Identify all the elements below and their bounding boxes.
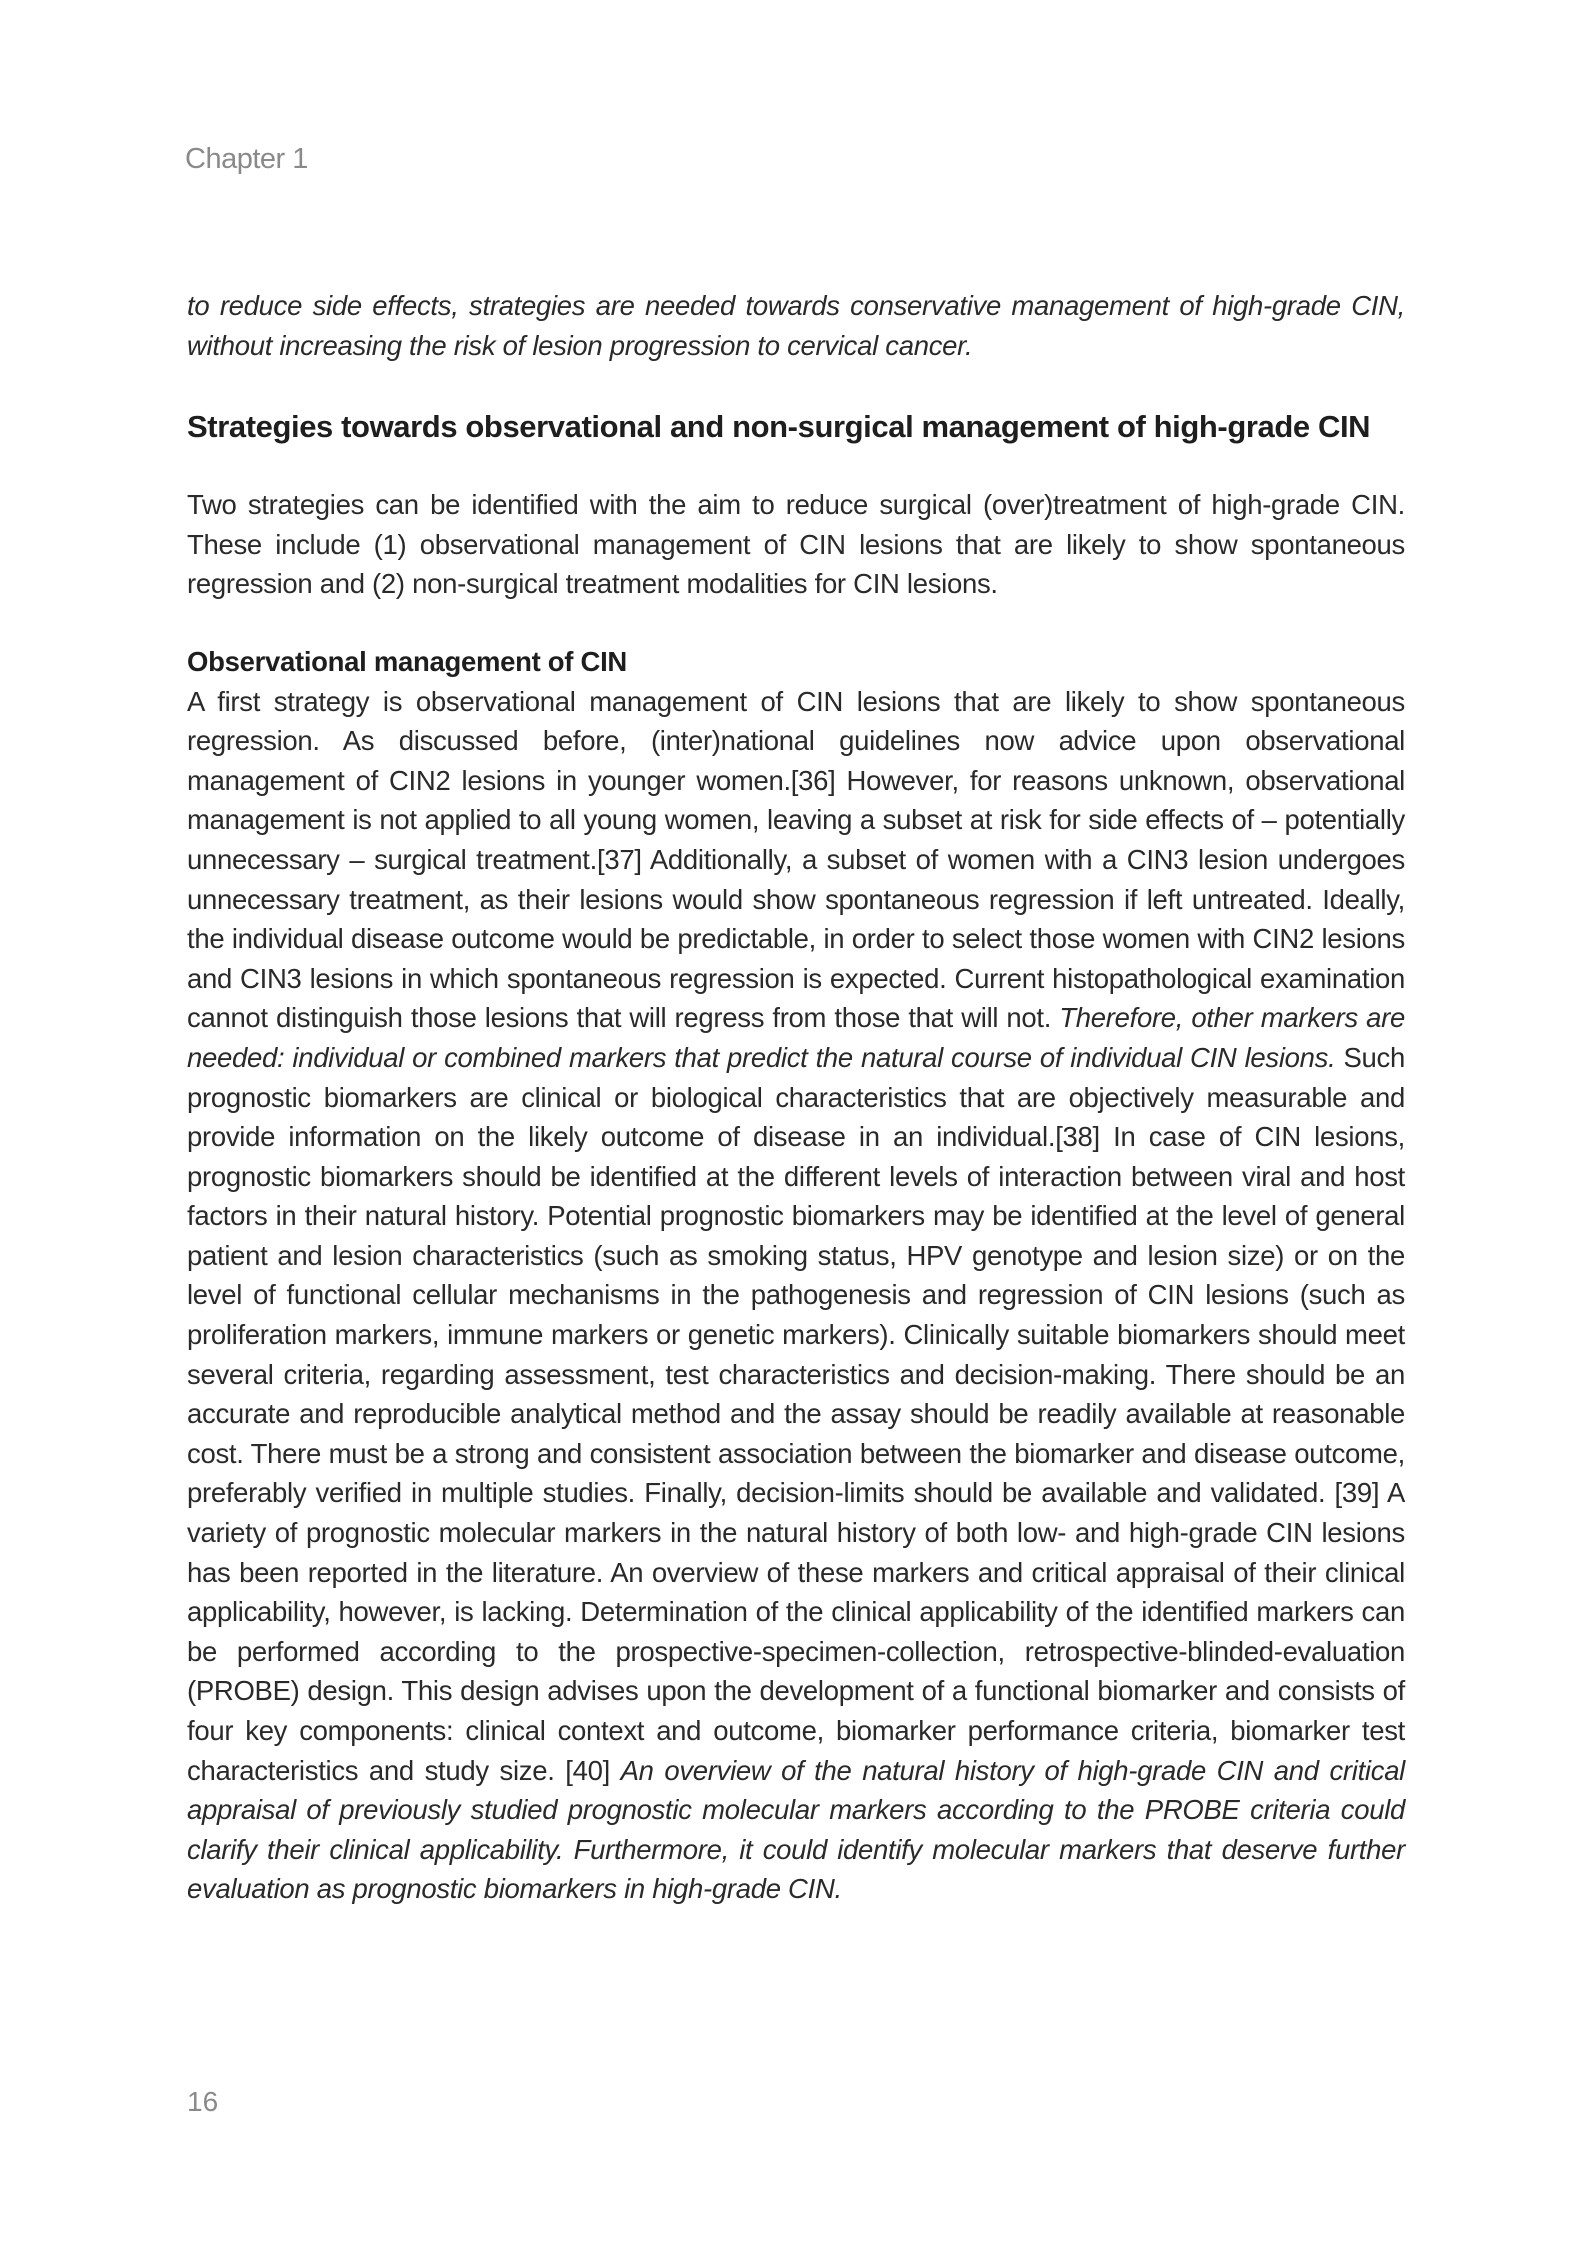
body-content — [187, 286, 1405, 1909]
subsection-paragraph — [187, 682, 1405, 1909]
intro-paragraph: to reduce side effects, strategies are needed towards conservative management of high-grade CIN, without increasing the risk of lesion progression to cervical cancer. — [187, 290, 1405, 361]
paragraph-text-part3: Such prognostic biomarkers are clinical or biological characteristics that are objectively measurable and provide information on the likely outcome of disease in an individual.[38] In case of CIN lesions, prognostic biomarkers should be identified at the different levels of interaction between viral and host factors in their natural history. Potential prognostic biomarkers may be identified at the level of general patient and lesion characteristics (such as smoking status, HPV genotype and lesion size) or on the level of functional cellular mechanisms in the pathogenesis and regression of CIN lesions (such as proliferation markers, immune markers or genetic markers). Clinically suitable biomarkers should meet several criteria, regarding assessment, test characteristics and decision-making. There should be an accurate and reproducible analytical method and the assay should be readily available at reasonable cost. There must be a strong and consistent association between the biomarker and disease outcome, preferably verified in multiple studies. Finally, decision-limits should be available and validated. [39] A variety of prognostic molecular markers in the natural history of both low- and high-grade CIN lesions has been reported in the literature. An overview of these markers and critical appraisal of their clinical applicability, however, is lacking. Determination of the clinical applicability of the identified markers can be performed according to the prospective-specimen-collection, retrospective-blinded-evaluation (PROBE) design. This design advises upon the development of a functional biomarker and consists of four key components: clinical context and outcome, biomarker performance criteria, biomarker test characteristics and study size. [40] — [187, 1041, 1405, 1786]
paragraph-emphasis-overview: An overview of the natural history of high-grade CIN and critical appraisal of previously studied prognostic molecular markers according to the PROBE criteria could clarify their clinical applicability. Furthermore, it could identify molecular markers that deserve further evaluation as prognostic biomarkers in high-grade CIN. — [187, 1754, 1405, 1905]
section-paragraph: Two strategies can be identified with the aim to reduce surgical (over)treatment of high-grade CIN. These include (1) observational management of CIN lesions that are likely to show spontaneous regression and (2) non-surgical treatment modalities for CIN lesions. — [187, 489, 1405, 600]
paragraph-emphasis-markers: Therefore, other markers are needed: individual or combined markers that predict the natural course of individual CIN lesions. — [187, 1002, 1405, 1073]
running-header: Chapter 1 — [185, 143, 308, 175]
section-heading: Strategies towards observational and non-surgical management of high-grade CIN — [187, 409, 1371, 445]
paragraph-text-part1: A first strategy is observational management of CIN lesions that are likely to show spontaneous regression. As discussed before, (inter)national guidelines now advice upon observational management of CIN2 lesions in younger women.[36] However, for reasons unknown, observational management is not applied to all young women, leaving a subset at risk for side effects of – potentially unnecessary – surgical treatment.[37] Additionally, a subset of women with a CIN3 lesion undergoes unnecessary treatment, as their lesions would show spontaneous regression if left untreated. Ideally, the individual disease outcome would be predictable, in order to select those women with CIN2 lesions and CIN3 lesions in which spontaneous regression is expected. Current histopathological examination cannot distinguish those lesions that will regress from those that will not. — [187, 685, 1405, 1034]
subsection-heading: Observational management of CIN — [187, 645, 627, 677]
page-number: 16 — [187, 2086, 219, 2117]
